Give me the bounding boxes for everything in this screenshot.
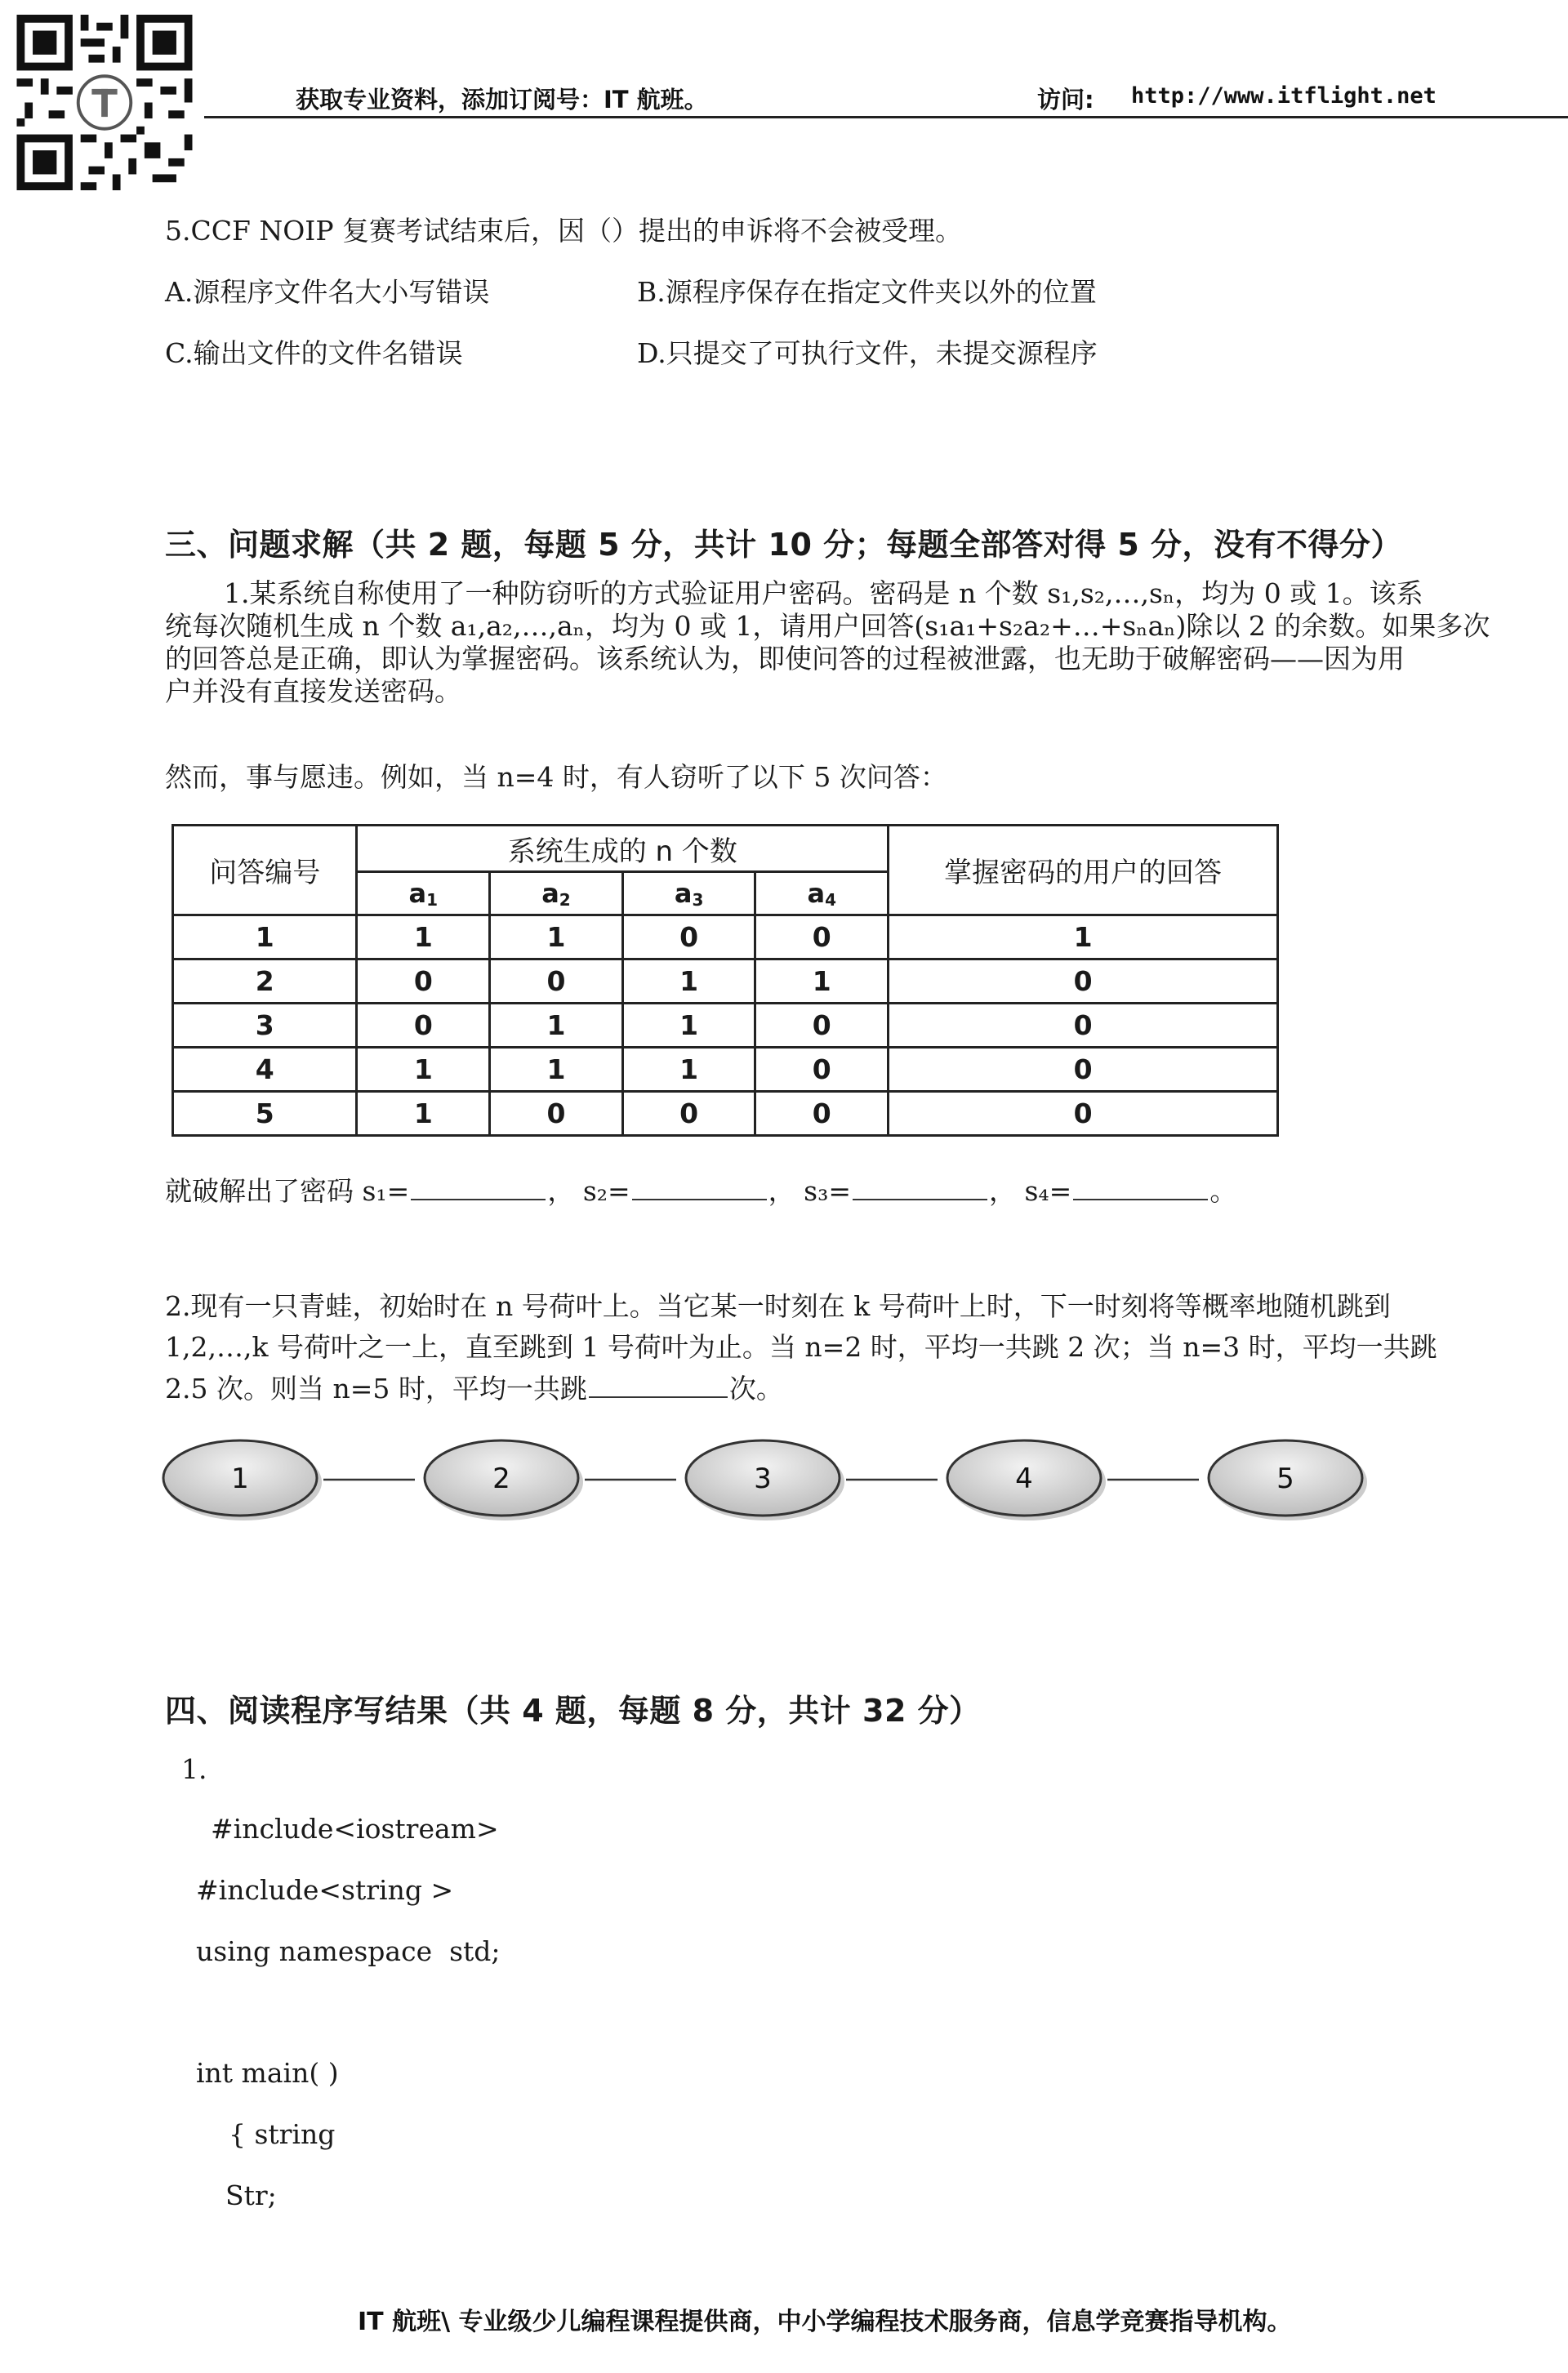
table-header-generated: 系统生成的 n 个数 xyxy=(357,826,889,872)
table-cell: 0 xyxy=(889,959,1278,1004)
lily-pad-diagram xyxy=(162,1439,1370,1529)
table-cell: 1 xyxy=(622,1048,755,1092)
footer-text: IT 航班\ 专业级少儿编程课程提供商，中小学编程技术服务商，信息学竞赛指导机构。 xyxy=(358,2308,1292,2336)
code-line-5: { string xyxy=(229,2118,336,2150)
table-cell: 1 xyxy=(490,1004,623,1048)
header-visit-label: 访问: xyxy=(1037,86,1094,114)
answer-blank-jumps[interactable] xyxy=(589,1372,728,1398)
table-cell: 5 xyxy=(173,1092,357,1136)
table-cell: 1 xyxy=(357,1092,490,1136)
table-cell: 1 xyxy=(889,915,1278,959)
table-cell: 1 xyxy=(173,915,357,959)
table-row xyxy=(173,1004,1278,1048)
table-row xyxy=(173,1092,1278,1136)
lily-pad-label: 1 xyxy=(231,1463,249,1495)
code-line-4: int main( ) xyxy=(196,2057,339,2089)
q5-option-d: D.只提交了可执行文件，未提交源程序 xyxy=(637,337,1098,369)
table-header-answer: 掌握密码的用户的回答 xyxy=(889,826,1278,915)
table-cell: 0 xyxy=(889,1092,1278,1136)
q5-option-c: C.输出文件的文件名错误 xyxy=(165,337,463,369)
q5-option-a: A.源程序文件名大小写错误 xyxy=(165,276,490,308)
table-cell: 0 xyxy=(490,1092,623,1136)
table-cell: 0 xyxy=(622,915,755,959)
table-cell: 1 xyxy=(622,1004,755,1048)
table-cell: 1 xyxy=(490,1048,623,1092)
lily-pad-label: 5 xyxy=(1276,1463,1294,1495)
table-cell: 4 xyxy=(173,1048,357,1092)
code-line-6: Str; xyxy=(225,2179,277,2211)
table-header-index: 问答编号 xyxy=(173,826,357,915)
table-cell: 3 xyxy=(173,1004,357,1048)
answer-blank-s3[interactable] xyxy=(853,1174,987,1200)
s3-p1-line1: 1.某系统自称使用了一种防窃听的方式验证用户密码。密码是 n 个数 s₁,s₂,…,sₙ，均为 0 或 1。该系 xyxy=(224,577,1423,609)
s4-question-number: 1. xyxy=(181,1753,207,1785)
qr-code-icon xyxy=(15,15,194,190)
table-cell: 0 xyxy=(490,959,623,1004)
password-answer-line: 就破解出了密码 s₁= ， s₂= ， s₃= ， s₄= 。 xyxy=(165,1175,1237,1207)
s3-p1-after: 然而，事与愿违。例如，当 n=4 时，有人窃听了以下 5 次问答： xyxy=(165,761,947,793)
table-cell: 0 xyxy=(755,915,889,959)
answer-blank-s2[interactable] xyxy=(632,1174,767,1200)
qa-table xyxy=(172,824,1279,1137)
s3-p1-line4: 户并没有直接发送密码。 xyxy=(165,675,461,707)
table-cell: 0 xyxy=(889,1048,1278,1092)
table-row xyxy=(173,1048,1278,1092)
answer-blank-s1[interactable] xyxy=(411,1174,546,1200)
table-cell: 2 xyxy=(173,959,357,1004)
table-cell: 1 xyxy=(622,959,755,1004)
answer-blank-s4[interactable] xyxy=(1073,1174,1208,1200)
table-cell: 0 xyxy=(622,1092,755,1136)
lily-pad-label: 3 xyxy=(754,1463,772,1495)
lily-pad-label: 4 xyxy=(1015,1463,1033,1495)
q5-stem: 5.CCF NOIP 复赛考试结束后，因（）提出的申诉将不会被受理。 xyxy=(165,215,963,247)
header-url-link[interactable]: http://www.itflight.net xyxy=(1131,83,1437,109)
code-line-1: #include<iostream> xyxy=(211,1813,499,1845)
s3-p2-line1: 2.现有一只青蛙，初始时在 n 号荷叶上。当它某一时刻在 k 号荷叶上时，下一时刻将等概率地随机跳到 xyxy=(165,1290,1391,1322)
code-line-2: #include<string > xyxy=(196,1874,454,1906)
table-subheader-a1: $a_1$ xyxy=(357,872,490,915)
table-cell: 1 xyxy=(357,915,490,959)
table-subheader-a4: $a_4$ xyxy=(755,872,889,915)
table-cell: 1 xyxy=(490,915,623,959)
section-4-title: 四、阅读程序写结果（共 4 题，每题 8 分，共计 32 分） xyxy=(165,1693,981,1729)
header-promo-text: 获取专业资料，添加订阅号：IT 航班。 xyxy=(296,86,708,114)
header-divider xyxy=(204,116,1568,118)
lily-pad-label: 2 xyxy=(492,1463,510,1495)
table-cell: 0 xyxy=(357,1004,490,1048)
q5-option-b: B.源程序保存在指定文件夹以外的位置 xyxy=(637,276,1097,308)
table-subheader-a3: $a_3$ xyxy=(622,872,755,915)
table-cell: 0 xyxy=(357,959,490,1004)
s3-p2-line2: 1,2,…,k 号荷叶之一上，直至跳到 1 号荷叶为止。当 n=2 时，平均一共跳 2 次；当 n=3 时，平均一共跳 xyxy=(165,1331,1437,1363)
table-cell: 0 xyxy=(755,1048,889,1092)
table-cell: 0 xyxy=(889,1004,1278,1048)
section-3-title: 三、问题求解（共 2 题，每题 5 分，共计 10 分；每题全部答对得 5 分，没有不得分） xyxy=(165,527,1403,563)
table-cell: 0 xyxy=(755,1092,889,1136)
s3-p1-line3: 的回答总是正确，即认为掌握密码。该系统认为，即使问答的过程被泄露，也无助于破解密码——因为用 xyxy=(165,643,1405,675)
table-cell: 1 xyxy=(357,1048,490,1092)
table-row xyxy=(173,959,1278,1004)
table-cell: 0 xyxy=(755,1004,889,1048)
table-row xyxy=(173,915,1278,959)
table-cell: 1 xyxy=(755,959,889,1004)
table-subheader-a2: $a_2$ xyxy=(490,872,623,915)
s3-p2-line3: 2.5 次。则当 n=5 时，平均一共跳 次。 xyxy=(165,1373,783,1405)
code-line-3: using namespace std; xyxy=(196,1935,501,1967)
s3-p1-line2: 统每次随机生成 n 个数 a₁,a₂,…,aₙ，均为 0 或 1，请用户回答(s₁a₁+s₂a₂+…+sₙaₙ)除以 2 的余数。如果多次 xyxy=(165,610,1490,642)
